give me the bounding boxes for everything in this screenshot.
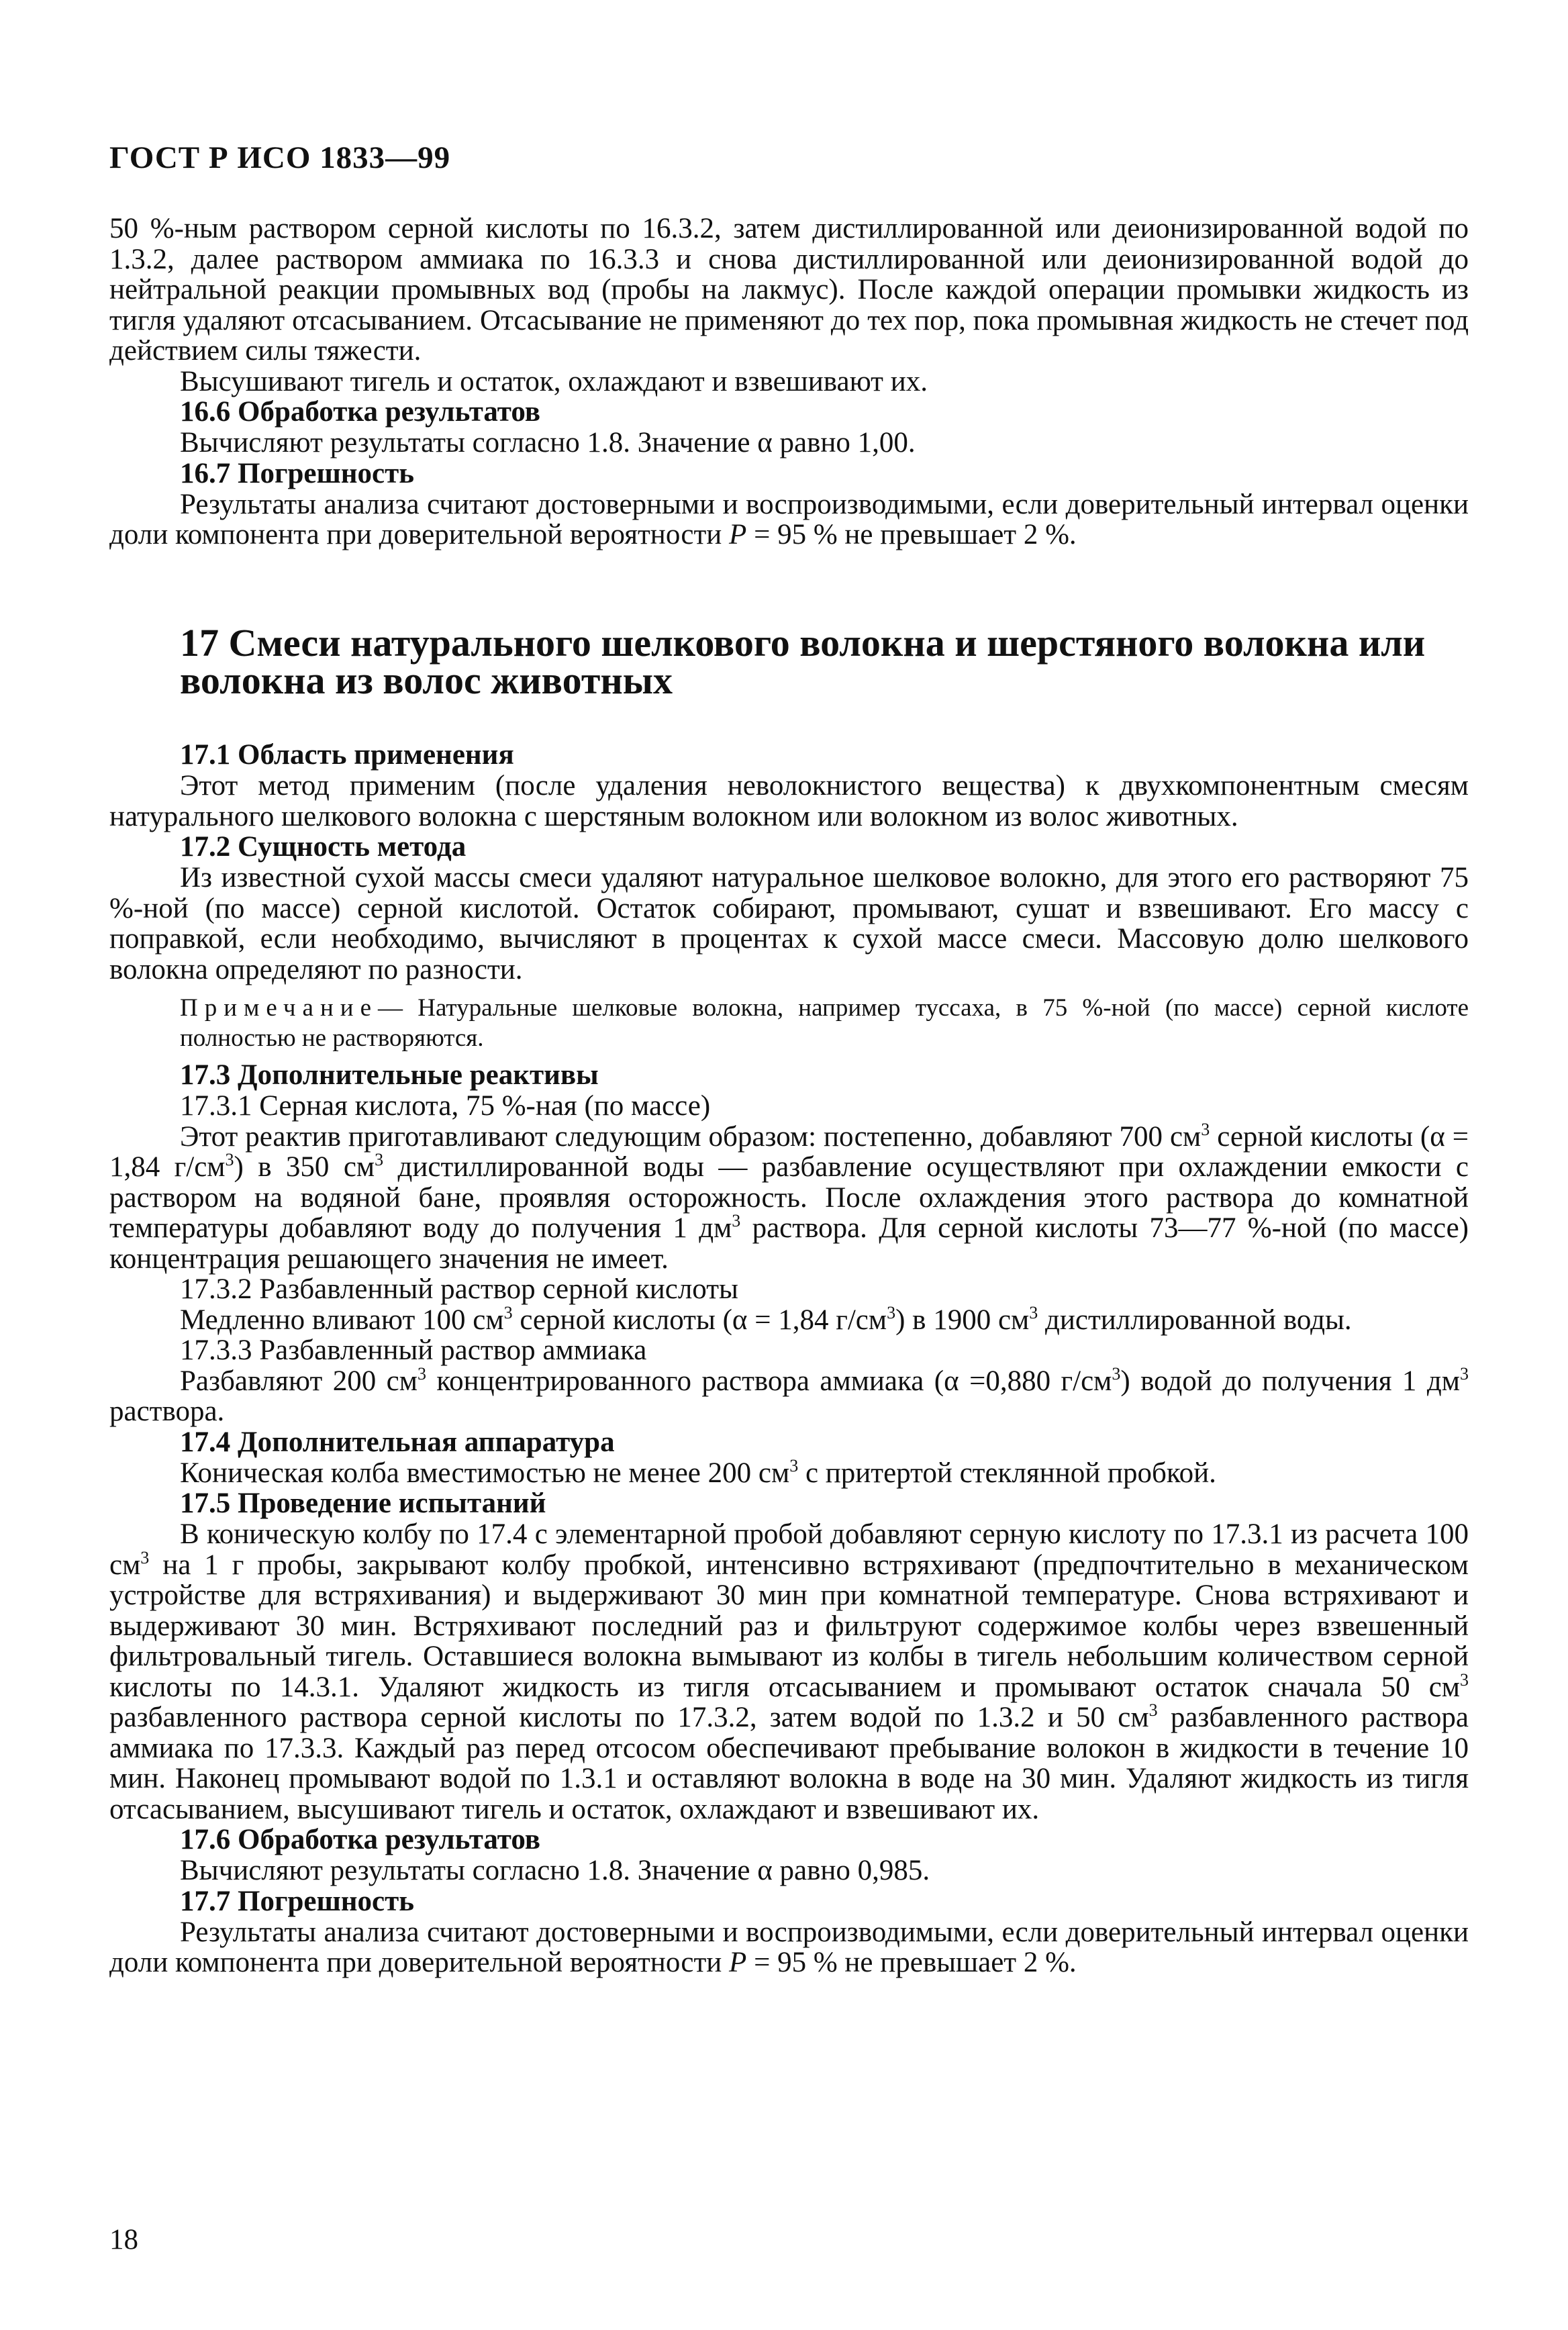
paragraph-16-7 <box>109 489 1469 550</box>
section-17-title-block <box>109 621 1469 702</box>
paragraph-17-3-3: 17.3.3 Разбавленный раствор аммиака <box>180 1334 647 1366</box>
paragraph-17-3-1: 17.3.1 Серная кислота, 75 %-ная (по массе) <box>180 1090 711 1122</box>
dil-text-4: раствора. <box>109 1396 225 1427</box>
section-17-body <box>109 740 1469 1978</box>
superscript: 3 <box>732 1211 741 1230</box>
superscript: 3 <box>417 1363 426 1384</box>
paragraph-17-5 <box>109 1519 1469 1825</box>
superscript: 3 <box>1148 1700 1158 1720</box>
page-header: ГОСТ Р ИСО 1833—99 <box>109 140 451 175</box>
heading-16-6: 16.6 Обработка результатов <box>180 396 540 428</box>
heading-17-3: 17.3 Дополнительные реактивы <box>180 1059 599 1091</box>
superscript: 3 <box>789 1455 799 1475</box>
app-text-1: Коническая колба вместимостью не менее 200 см <box>180 1457 790 1489</box>
paragraph-17-6: Вычисляют результаты согласно 1.8. Значение α равно 0,985. <box>180 1855 930 1886</box>
prep-text-4: дистиллированной воды — разбавление осуществляют при охлаждении емкости с раствором на водяной бане, проявляя осторожность. После охлаждения этого раствора до комнатной температуры добавляют воду до получения 1 дм <box>109 1151 1469 1244</box>
superscript: 3 <box>887 1302 896 1322</box>
page-number: 18 <box>109 2224 138 2255</box>
paragraph-17-7 <box>109 1917 1469 1978</box>
paragraph-16-5-drying: Высушивают тигель и остаток, охлаждают и взвешивают их. <box>180 365 928 397</box>
heading-17-1: 17.1 Область применения <box>180 739 514 771</box>
paragraph-17-1: Этот метод применим (после удаления неволокнистого вещества) к двухкомпонентным смесям натурального шелкового волокна с шерстяным волокном или волокном из волос животных. <box>109 770 1469 832</box>
paragraph-16-5-continued: 50 %-ным раствором серной кислоты по 16.3.2, затем дистиллированной или деионизированной водой по 1.3.2, далее раствором аммиака по 16.3.3 и снова дистиллированной или деионизированной водой до нейтральной реакции промывных вод (пробы на лакмус). После каждой операции промывки жидкость из тигля удаляют отсасыванием. Отсасывание не применяют до тех пор, пока промывная жидкость не стечет под действием силы тяжести. <box>109 213 1469 367</box>
section-17-title: 17 Смеси натурального шелкового волокна и шерстяного волокна или волокна из волос животных <box>180 621 1426 702</box>
superscript: 3 <box>1029 1302 1038 1322</box>
pour-text-3: ) в 1900 см <box>895 1304 1030 1336</box>
heading-17-2: 17.2 Сущность метода <box>180 831 467 863</box>
paragraph-17-4 <box>109 1455 1469 1489</box>
app-text-2: с притертой стеклянной пробкой. <box>798 1457 1216 1489</box>
dil-text-2: концентрированного раствора аммиака (α =0,880 г/см <box>426 1365 1112 1397</box>
paragraph-17-7-tail: = 95 % не превышает 2 %. <box>754 1947 1077 1978</box>
pour-text-2: серной кислоты (α = 1,84 г/см <box>512 1304 887 1336</box>
superscript: 3 <box>503 1302 513 1322</box>
paragraph-16-6: Вычисляют результаты согласно 1.8. Значение α равно 1,00. <box>180 427 916 458</box>
section-16-continuation <box>109 213 1469 550</box>
note-text: — Натуральные шелковые волокна, например туссаха, в 75 %-ной (по массе) серной кислоте полностью не растворяются. <box>180 994 1469 1052</box>
note <box>109 993 1469 1053</box>
superscript: 3 <box>375 1150 384 1169</box>
heading-17-5: 17.5 Проведение испытаний <box>180 1488 546 1519</box>
dil-text-3: ) водой до получения 1 дм <box>1120 1365 1460 1397</box>
test-text-1: В коническую колбу по 17.4 с элементарной пробой добавляют серную кислоту по 17.3.1 из расчета 100 см <box>109 1518 1469 1581</box>
prep-text-5: раствора. Для серной кислоты 73—77 %-ной (по массе) концентрация решающего значения не имеет. <box>109 1212 1469 1275</box>
probability-variable: P <box>729 1947 747 1978</box>
heading-17-6: 17.6 Обработка результатов <box>180 1824 540 1855</box>
dil-text-1: Разбавляют 200 см <box>180 1365 418 1397</box>
heading-17-7: 17.7 Погрешность <box>180 1885 414 1917</box>
paragraph-17-2: Из известной сухой массы смеси удаляют натуральное шелковое волокно, для этого его растворяют 75 %-ной (по массе) серной кислотой. Остаток собирают, промывают, сушат и взвешивают. Его массу с поправкой, если необходимо, вычисляют в процентах к сухой массе смеси. Массовую долю шелкового волокна определяют по разности. <box>109 862 1469 985</box>
superscript: 3 <box>1201 1119 1210 1139</box>
test-text-2: на 1 г пробы, закрывают колбу пробкой, интенсивно встряхивают (предпочтительно в механическом устройстве для встряхивания) и выдерживают 30 мин при комнатной температуре. Снова встряхивают и выдерживают 30 мин. Встряхивают последний раз и фильтруют содержимое колбы через взвешенный фильтровальный тигель. Оставшиеся волокна вымывают из колбы в тигель небольшим количеством серной кислоты по 14.3.1. Удаляют жидкость из тигля отсасыванием и промывают остаток сначала 50 см <box>109 1549 1469 1703</box>
paragraph-16-7-text: Результаты анализа считают достоверными и воспроизводимыми, если доверительный интервал оценки доли компонента при доверительной вероятности <box>109 488 1469 550</box>
superscript: 3 <box>140 1547 150 1567</box>
pour-text-4: дистиллированной воды. <box>1038 1304 1352 1336</box>
paragraph-17-7-text: Результаты анализа считают достоверными и воспроизводимыми, если доверительный интервал оценки доли компонента при доверительной вероятности <box>109 1916 1469 1978</box>
prep-text-1: Этот реактив приготавливают следующим образом: постепенно, добавляют 700 см <box>180 1120 1202 1153</box>
test-text-4: разбавленного раствора аммиака по 17.3.3. Каждый раз перед отсосом обеспечивают пребывание волокон в жидкости в течение 10 мин. Наконец промывают водой по 1.3.1 и оставляют волокна в воде на 30 мин. Удаляют жидкость из тигля отсасыванием, высушивают тигель и остаток, охлаждают и взвешивают их. <box>109 1702 1469 1825</box>
paragraph-17-3-2: 17.3.2 Разбавленный раствор серной кислоты <box>180 1273 738 1305</box>
prep-text-2: серной кислоты (α = 1,84 г/см <box>109 1120 1469 1183</box>
paragraph-17-3-2-procedure <box>109 1302 1469 1336</box>
heading-17-4: 17.4 Дополнительная аппаратура <box>180 1426 615 1458</box>
superscript: 3 <box>1112 1363 1121 1384</box>
note-label: Примечание <box>180 994 378 1022</box>
superscript: 3 <box>1459 1363 1469 1384</box>
pour-text-1: Медленно вливают 100 см <box>180 1304 504 1336</box>
superscript: 3 <box>225 1150 234 1169</box>
probability-variable: P <box>729 519 747 550</box>
test-text-3: разбавленного раствора серной кислоты по 17.3.2, затем водой по 1.3.2 и 50 см <box>109 1702 1149 1733</box>
prep-text-3: ) в 350 см <box>234 1151 375 1183</box>
superscript: 3 <box>1460 1669 1469 1690</box>
heading-16-7: 16.7 Погрешность <box>180 457 414 489</box>
paragraph-16-7-tail: = 95 % не превышает 2 %. <box>754 519 1077 550</box>
paragraph-17-3-3-procedure <box>109 1363 1469 1427</box>
paragraph-17-3-1-preparation <box>109 1119 1469 1275</box>
